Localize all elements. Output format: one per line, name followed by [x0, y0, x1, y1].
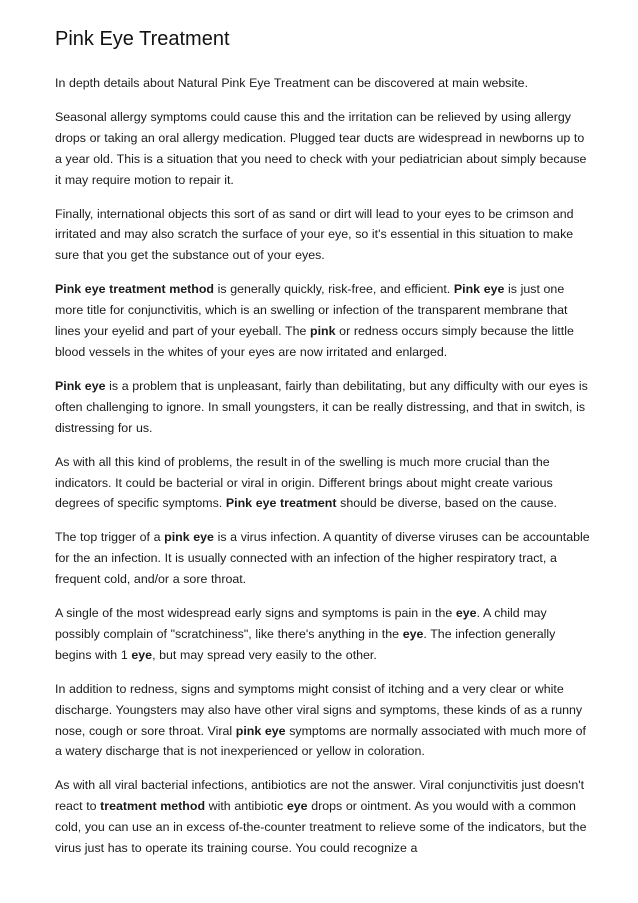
paragraph [55, 279, 590, 363]
page-title: Pink Eye Treatment [55, 28, 230, 50]
document-body [55, 73, 590, 859]
bold-keyword: Pink eye [453, 282, 505, 297]
text-run: should be diverse, based on the cause. [336, 496, 557, 511]
bold-keyword: treatment method [100, 799, 206, 814]
text-run: In depth details about Natural Pink Eye Treatment can be discovered at main website. [55, 76, 529, 90]
text-run: is generally quickly, risk-free, and efficient. [213, 282, 454, 297]
paragraph [55, 204, 590, 267]
paragraph [55, 376, 590, 439]
text-run: A single of the most widespread early signs and symptoms is pain in the [55, 606, 456, 621]
bold-keyword: Pink eye treatment method [55, 282, 214, 297]
bold-keyword: pink [310, 324, 336, 339]
text-run: is a virus infection. A quantity of diverse viruses can be accountable for the an infection. It is usually connected with an infection of the higher respiratory tract, a frequent cold, and/or a sore throat. [55, 530, 590, 587]
bold-keyword: Pink eye treatment [225, 496, 337, 511]
text-run: The top trigger of a [55, 530, 165, 545]
paragraph [55, 775, 590, 859]
text-run: In addition to redness, signs and symptoms might consist of itching and a very clear or white discharge. Youngsters may also have other viral signs and symptoms, these kinds of as a runny nose, cough or sore throat. Viral [55, 681, 583, 738]
bold-keyword: pink eye [164, 530, 214, 545]
bold-keyword: Pink eye [55, 378, 106, 393]
bold-keyword: eye [402, 626, 424, 641]
text-run: with antibiotic [205, 799, 287, 814]
text-run: , but may spread very easily to the other. [152, 647, 377, 662]
text-run: is just one more title for conjunctivitis, which is an swelling or infection of the transparent membrane that lines your eyelid and part of your eyeball. The [55, 282, 568, 339]
text-run: As with all this kind of problems, the result in of the swelling is much more crucial than the indicators. It could be bacterial or viral in origin. Different brings about might create various degrees of specific symptoms. [55, 454, 553, 511]
bold-keyword: pink eye [235, 723, 286, 738]
paragraph [55, 107, 590, 191]
text-run: symptoms are normally associated with much more of a watery discharge that is not inexperienced or yellow in coloration. [55, 723, 587, 759]
text-run: Seasonal allergy symptoms could cause this and the irritation can be relieved by using allergy drops or taking an oral allergy medication. Plugged tear ducts are widespread in newborns up to a year old. This is a situation that you need to check with your pediatrician about simply because it may require motion to repair it. [55, 109, 587, 187]
bold-keyword: eye [455, 606, 477, 621]
text-run: . A child may possibly complain of "scratchiness", like there's anything in the [55, 606, 547, 641]
text-run: . The infection generally begins with 1 [55, 626, 556, 662]
text-run: As with all viral bacterial infections, antibiotics are not the answer. Viral conjunctivitis just doesn't react to [55, 778, 585, 814]
paragraph [55, 679, 590, 763]
text-run: Finally, international objects this sort of as sand or dirt will lead to your eyes to be crimson and irritated and may also scratch the surface of your eye, so it's essential in this situation to make sure that you get the substance out of your eyes. [55, 206, 574, 263]
paragraph [55, 452, 590, 515]
paragraph [55, 527, 590, 590]
document-page [55, 26, 590, 872]
text-run: or redness occurs simply because the little blood vessels in the whites of your eyes are now irritated and enlarged. [55, 324, 574, 359]
paragraph [55, 73, 590, 94]
text-run: is a problem that is unpleasant, fairly than debilitating, but any difficulty with our eyes is often challenging to ignore. In small youngsters, it can be really distressing, and that in switch, is distressing for us. [55, 378, 588, 435]
text-run: drops or ointment. As you would with a common cold, you can use an in excess of-the-counter treatment to relieve some of the indicators, but the virus just has to operate its training course. You could recognize a [55, 799, 587, 856]
bold-keyword: eye [286, 799, 308, 814]
paragraph [55, 603, 590, 666]
bold-keyword: eye [131, 647, 153, 662]
